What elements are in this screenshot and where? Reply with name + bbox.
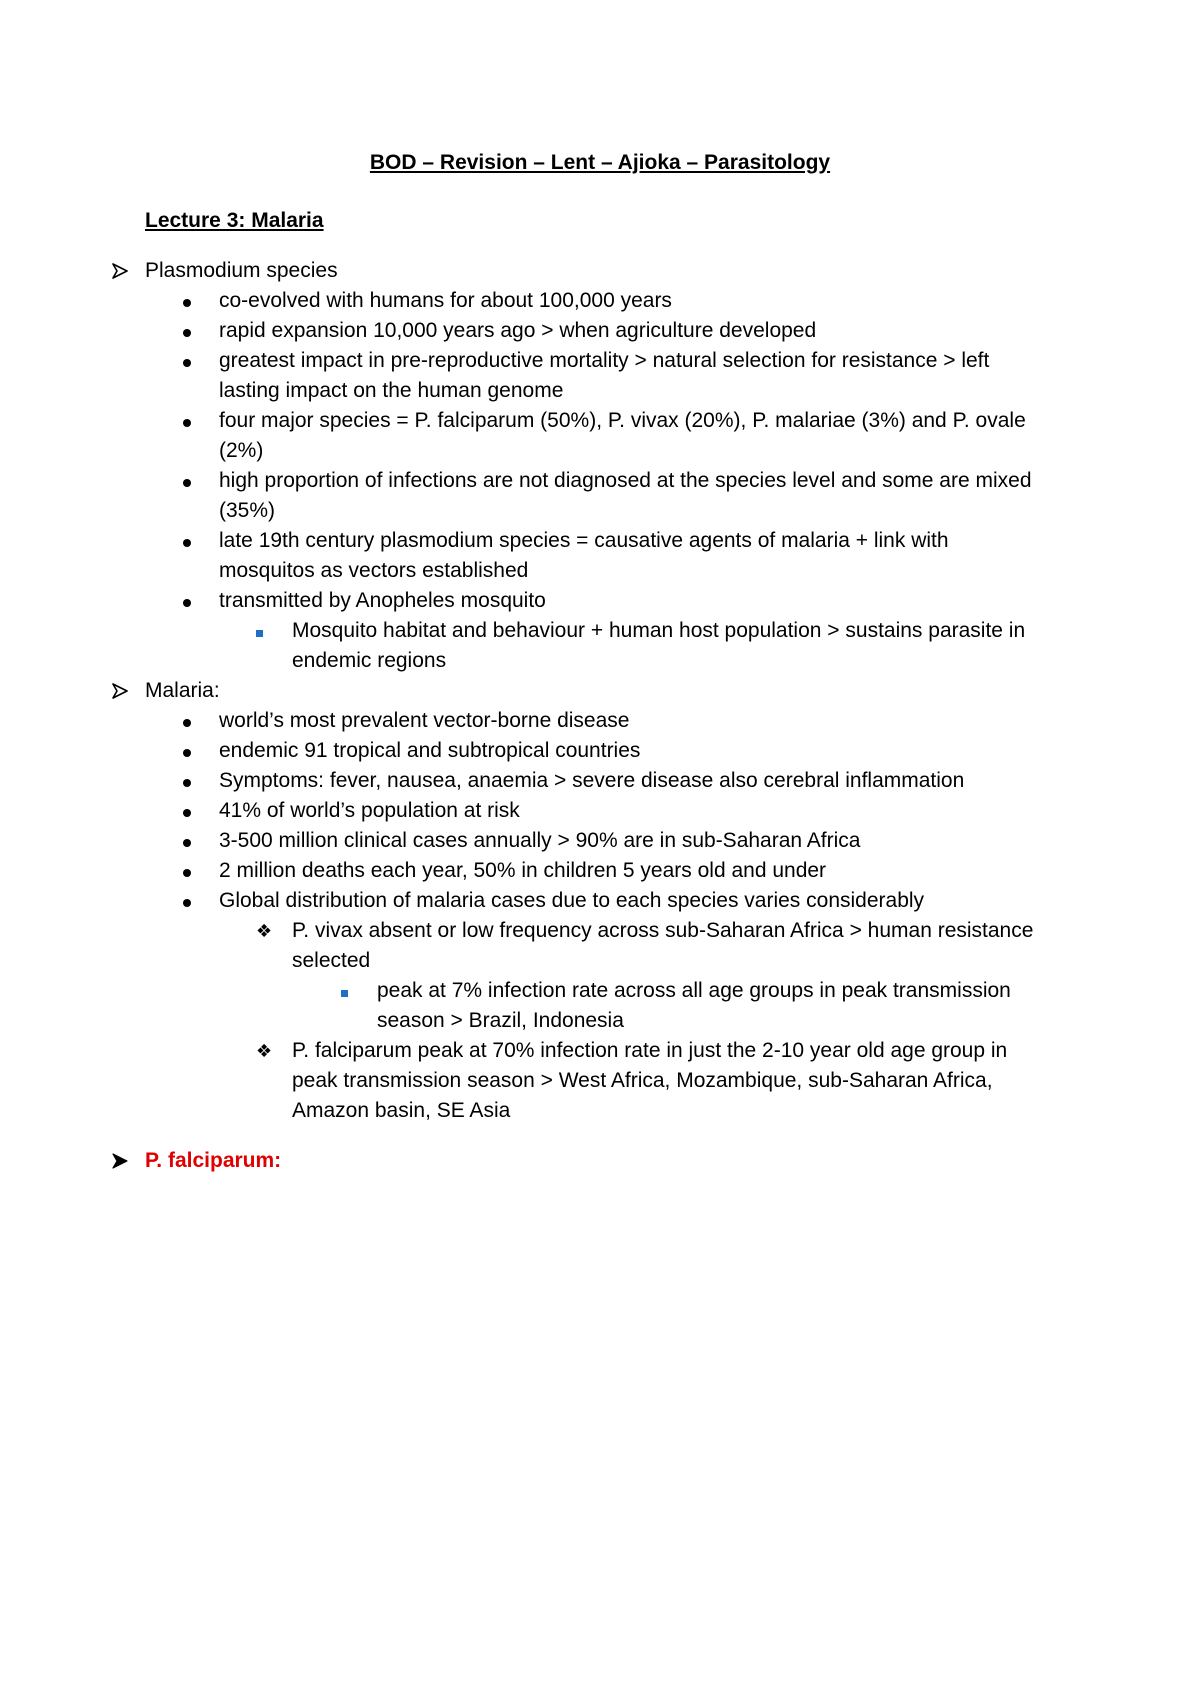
list-item-text: late 19th century plasmodium species = causative agents of malaria + link with mosquitos as vectors established: [219, 529, 949, 582]
list-item: [219, 586, 1050, 616]
list-item: [219, 286, 1050, 316]
list-item: [219, 826, 1050, 856]
diamond-bullet-icon: ❖: [256, 921, 273, 941]
arrow-bullet-icon: [111, 676, 137, 709]
list-item-text: four major species = P. falciparum (50%), P. vivax (20%), P. malariae (3%) and P. ovale (2%): [219, 409, 1026, 462]
dot-bullet-icon: [183, 796, 209, 826]
section-heading-text: Plasmodium species: [145, 259, 338, 282]
list-item: [219, 706, 1050, 736]
list-item: [219, 466, 1050, 526]
dot-bullet-icon: [183, 706, 209, 736]
diamond-bullet-icon: ❖: [256, 1041, 273, 1061]
list-item: [219, 856, 1050, 886]
list-item: [219, 796, 1050, 826]
square-bullet-icon: [256, 616, 282, 646]
list-item-text: high proportion of infections are not diagnosed at the species level and some are mixed (35%): [219, 469, 1032, 522]
dot-bullet-icon: [183, 346, 209, 376]
dot-bullet-icon: [183, 856, 209, 886]
section-heading-text: Malaria:: [145, 679, 220, 702]
dot-bullet-icon: [183, 886, 209, 916]
dot-bullet-icon: [183, 316, 209, 346]
list-item: [219, 526, 1050, 586]
arrow-bullet-icon: [111, 256, 137, 289]
dot-bullet-icon: [183, 526, 209, 556]
list-item: [219, 346, 1050, 406]
list-diamond-item-text: P. vivax absent or low frequency across sub-Saharan Africa > human resistance selected: [292, 919, 1034, 972]
section-heading-text: P. falciparum:: [145, 1149, 282, 1172]
spacer: [0, 1126, 1200, 1146]
list-item-text: 3-500 million clinical cases annually > 90% are in sub-Saharan Africa: [219, 829, 861, 852]
list-item-text: greatest impact in pre-reproductive mortality > natural selection for resistance > left lasting impact on the human genome: [219, 349, 990, 402]
list-item-text: endemic 91 tropical and subtropical countries: [219, 739, 641, 762]
list-item-text: Global distribution of malaria cases due to each species varies considerably: [219, 889, 925, 912]
list-subitem-text: peak at 7% infection rate across all age groups in peak transmission season > Brazil, Indonesia: [377, 979, 1011, 1032]
list-item-text: Symptoms: fever, nausea, anaemia > severe disease also cerebral inflammation: [219, 769, 965, 792]
list-item-text: 41% of world’s population at risk: [219, 799, 520, 822]
dot-bullet-icon: [183, 466, 209, 496]
dot-bullet-icon: [183, 826, 209, 856]
dot-bullet-icon: [183, 736, 209, 766]
list-subitem: [377, 976, 1050, 1036]
list-item: [219, 766, 1050, 796]
list-diamond-item: [256, 916, 1050, 976]
list-item: [219, 406, 1050, 466]
dot-bullet-icon: [183, 286, 209, 316]
list-item: [219, 316, 1050, 346]
list-subitem-text: Mosquito habitat and behaviour + human host population > sustains parasite in endemic regions: [292, 619, 1026, 672]
list-item-text: world’s most prevalent vector-borne disease: [219, 709, 630, 732]
lecture-heading: Lecture 3: Malaria: [145, 209, 324, 232]
arrow-bullet-icon: [111, 1146, 137, 1179]
list-item-text: 2 million deaths each year, 50% in children 5 years old and under: [219, 859, 827, 882]
list-item-text: transmitted by Anopheles mosquito: [219, 589, 546, 612]
section-heading-falciparum: [145, 1146, 1050, 1176]
square-bullet-icon: [341, 976, 367, 1006]
section-heading-plasmodium: [145, 256, 1050, 286]
list-diamond-item-text: P. falciparum peak at 70% infection rate in just the 2-10 year old age group in peak transmission season > West Africa, Mozambique, sub-Saharan Africa, Amazon basin, SE Asia: [292, 1039, 1008, 1122]
list-item-text: co-evolved with humans for about 100,000 years: [219, 289, 672, 312]
list-item: [219, 736, 1050, 766]
list-diamond-item: [256, 1036, 1050, 1126]
dot-bullet-icon: [183, 766, 209, 796]
list-item-text: rapid expansion 10,000 years ago > when agriculture developed: [219, 319, 817, 342]
list-item: [219, 886, 1050, 916]
list-subitem: [292, 616, 1050, 676]
document-title: BOD – Revision – Lent – Ajioka – Parasitology: [369, 151, 831, 174]
dot-bullet-icon: [183, 406, 209, 436]
section-heading-malaria: [145, 676, 1050, 706]
dot-bullet-icon: [183, 586, 209, 616]
